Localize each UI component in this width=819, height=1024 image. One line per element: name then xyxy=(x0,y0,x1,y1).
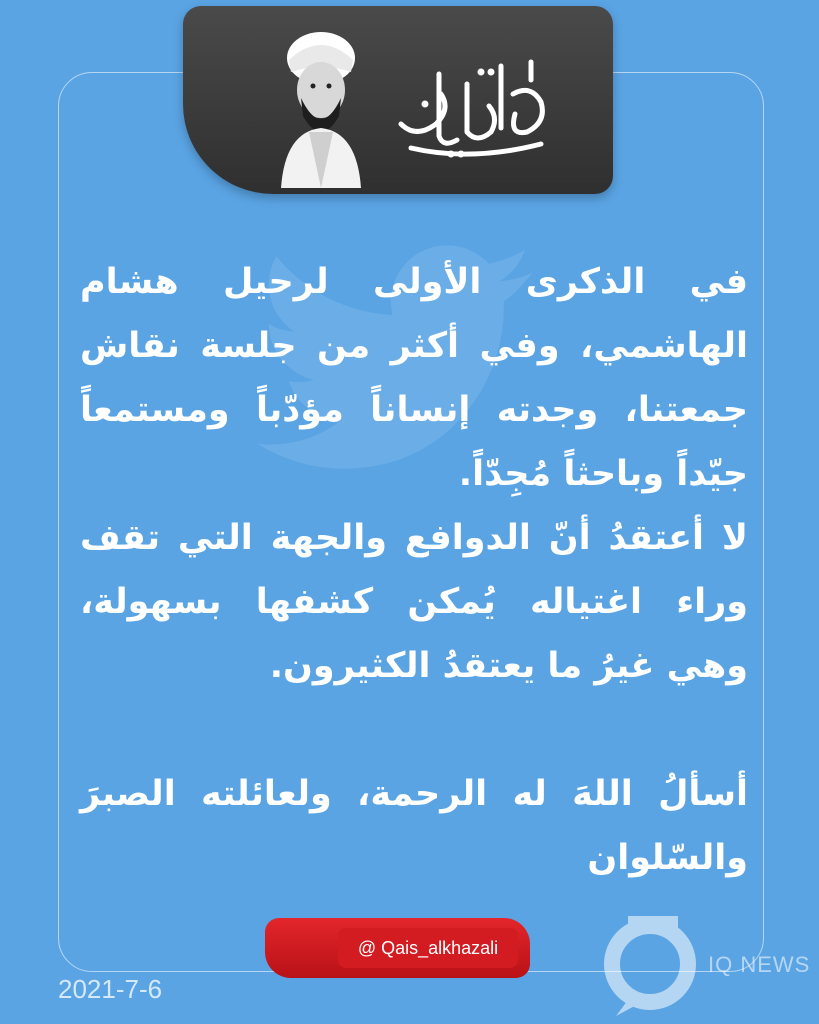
paragraph-gap xyxy=(80,698,748,762)
portrait-image xyxy=(271,20,371,188)
iq-news-logo-icon xyxy=(598,908,708,1018)
post-date: 2021-7-6 xyxy=(58,974,163,1004)
post-paragraph: في الذكرى الأولى لرحيل هشام الهاشمي، وفي أكثر من جلسة نقاش جمعتنا، وجدته إنساناً مؤدّباً ومستمعاً جيّداً وباحثاً مُجِدّاً. xyxy=(80,262,748,494)
twitter-handle-badge[interactable] xyxy=(338,928,518,968)
post-body xyxy=(80,250,748,890)
post-paragraph: أسألُ اللهَ له الرحمة، ولعائلته الصبرَ والسّلوان xyxy=(80,774,748,878)
header-card xyxy=(183,6,613,194)
iq-news-watermark: IQ NEWS xyxy=(708,952,811,977)
post-paragraph: لا أعتقدُ أنّ الدوافع والجهة التي تقف وراء اغتياله يُمكن كشفها بسهولة، وهي غيرُ ما يعتقدُ الكثيرون. xyxy=(80,518,748,686)
calligraphy-signature xyxy=(381,44,561,164)
twitter-handle: @ Qais_alkhazali xyxy=(357,937,499,958)
